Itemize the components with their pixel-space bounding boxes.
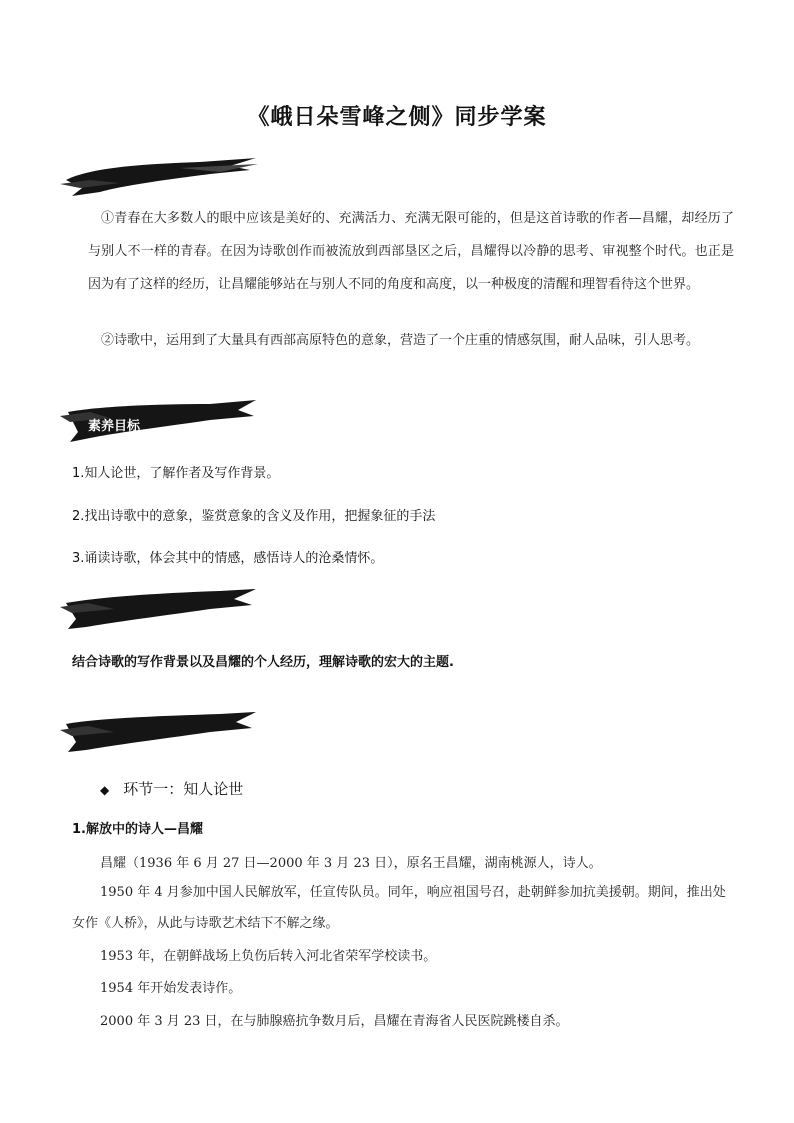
section-label-goals: 素养目标 [88,419,141,434]
focus-text: 结合诗歌的写作背景以及昌耀的个人经历，理解诗歌的宏大的主题. [72,655,454,670]
section-header-goals [60,398,260,448]
diamond-bullet-icon: ◆ [100,783,110,797]
section-header-focus [60,585,260,635]
step-label: 环节一：知人论世 [123,780,244,798]
brush-stroke-icon [60,708,260,758]
bio-line-2: 1950 年 4 月参加中国人民解放军，任宣传队员。同年，响应祖国号召，赴朝鲜参加抗美援朝。期间，推出处女作《人桥》，从此与诗歌艺术结下不解之缘。 [72,885,726,931]
page-title: 《峨日朵雪峰之侧》同步学案 [247,105,547,130]
bio-line-4: 1954 年开始发表诗作。 [100,981,242,996]
brush-stroke-icon [60,150,260,200]
step-heading [100,778,243,799]
brush-stroke-icon [60,585,260,635]
section-header-intro [60,150,260,200]
bio-line-3: 1953 年，在朝鲜战场上负伤后转入河北省荣军学校读书。 [100,949,437,964]
goal-item-1: 1.知人论世，了解作者及写作背景。 [72,466,280,481]
goal-item-3: 3.诵读诗歌，体会其中的情感，感悟诗人的沧桑情怀。 [72,551,384,566]
subheading: 1.解放中的诗人—昌耀 [72,822,203,837]
bio-line-1: 昌耀（1936 年 6 月 27 日—2000 年 3 月 23 日），原名王昌耀，湖南桃源人，诗人。 [100,856,602,871]
section-header-process [60,708,260,758]
intro-paragraph-2: ②诗歌中，运用到了大量具有西部高原特色的意象，营造了一个庄重的情感氛围，耐人品味，引人思考。 [101,333,700,348]
bio-line-5: 2000 年 3 月 23 日，在与肺腺癌抗争数月后，昌耀在青海省人民医院跳楼自杀。 [100,1014,569,1029]
goal-item-2: 2.找出诗歌中的意象，鉴赏意象的含义及作用，把握象征的手法 [72,509,436,524]
intro-paragraph-1: ①青春在大多数人的眼中应该是美好的、充满活力、充满无限可能的，但是这首诗歌的作者—昌耀，却经历了与别人不一样的青春。在因为诗歌创作而被流放到西部垦区之后，昌耀得以冷静的思考、审视整个时代。也正是因为有了这样的经历，让昌耀能够站在与别人不同的角度和高度，以一种极度的清醒和理智看待这个世界。 [88,211,734,292]
